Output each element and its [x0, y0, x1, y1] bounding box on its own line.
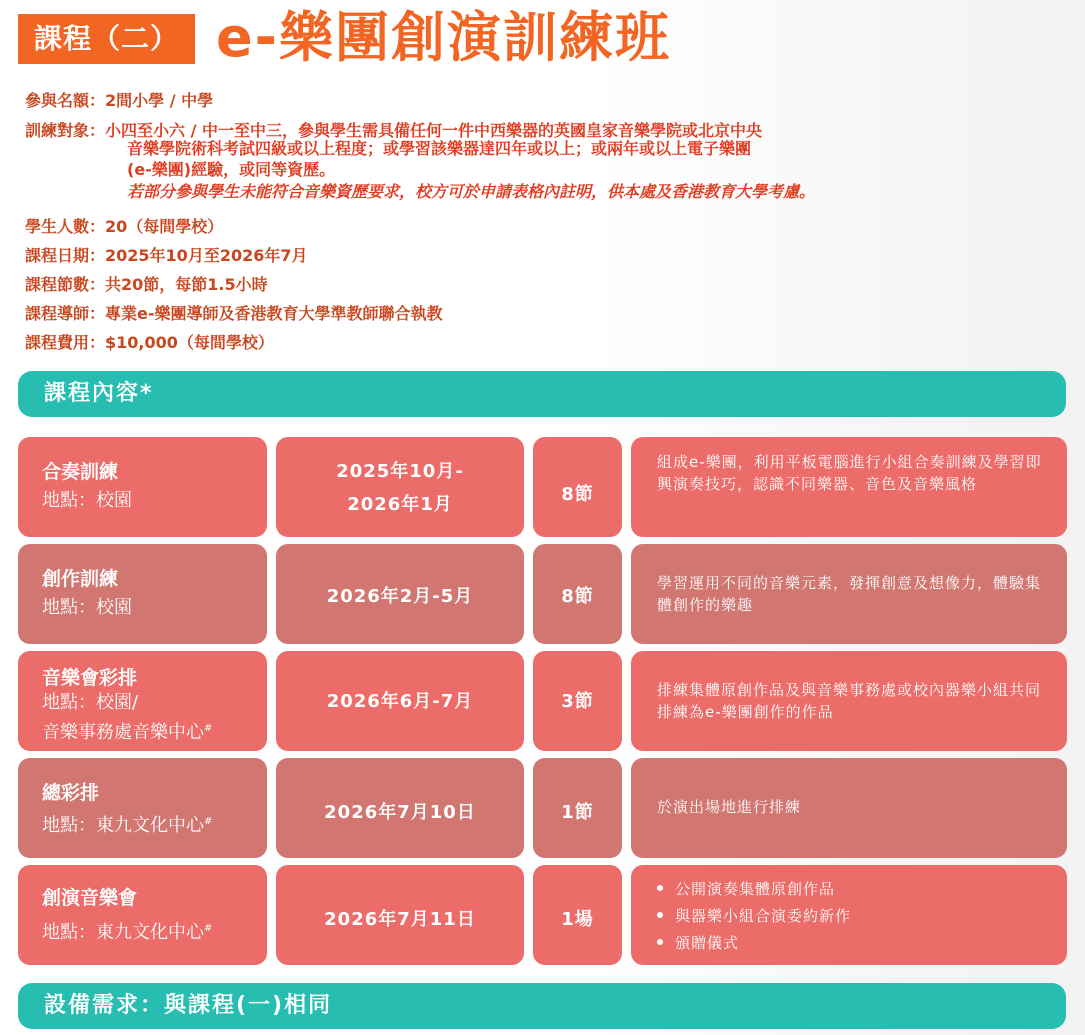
- students-value: 20（每間學校）: [105, 217, 224, 236]
- target-label: 訓練對象：: [25, 121, 106, 140]
- row-1-date-cell: [276, 437, 524, 537]
- row-5-name: 創演音樂會: [42, 887, 138, 909]
- row-5-location-line: [42, 915, 212, 947]
- row-4-count: 1節: [561, 802, 594, 823]
- info-date: [25, 243, 307, 266]
- row-2-count: 8節: [561, 586, 594, 607]
- row-4-desc: 於演出場地進行排練: [657, 798, 802, 816]
- date-value: 2025年10月至2026年7月: [105, 246, 308, 265]
- row-5-bullet-3: [657, 932, 739, 953]
- bullet-dot: [657, 912, 663, 918]
- row-1-count: 8節: [561, 484, 594, 505]
- bullet-dot: [657, 885, 663, 891]
- row-1-count-cell: [533, 437, 622, 537]
- quota-label: 參與名額：: [25, 91, 106, 110]
- row-2-date-cell: [276, 544, 524, 644]
- row-3-count: 3節: [561, 691, 594, 712]
- quota-value: 2間小學 / 中學: [105, 91, 214, 110]
- row-5-date-cell: [276, 865, 524, 965]
- row-1-name-cell: [18, 437, 267, 537]
- bullet-text: 與器樂小組合演委約新作: [675, 907, 852, 925]
- date-label: 課程日期：: [25, 246, 106, 265]
- target-line-2: 音樂學院術科考試四級或以上程度；或學習該樂器達四年或以上；或兩年或以上電子樂團: [127, 139, 752, 158]
- info-quota: [25, 88, 213, 111]
- row-1-date-line-2: 2026年1月: [347, 494, 453, 515]
- row-5-name-cell: [18, 865, 267, 965]
- fee-value: $10,000（每間學校）: [105, 333, 274, 352]
- row-4-name: 總彩排: [42, 782, 100, 804]
- bullet-text: 頒贈儀式: [675, 934, 740, 952]
- row-3-name-cell: [18, 651, 267, 751]
- row-2-count-cell: [533, 544, 622, 644]
- target-line-3: (e-樂團)經驗，或同等資歷。: [127, 160, 336, 179]
- row-4-desc-cell: [631, 758, 1067, 858]
- row-2-location: 地點：校園: [42, 597, 132, 618]
- row-4-name-cell: [18, 758, 267, 858]
- row-3-date: 2026年6月-7月: [326, 691, 474, 712]
- row-4-location-text: 地點：東九文化中心: [42, 815, 204, 836]
- sessions-value: 共20節，每節1.5小時: [105, 275, 268, 294]
- row-4-footnote-mark: #: [204, 816, 213, 827]
- row-1-location: 地點：校園: [42, 490, 132, 511]
- row-3-date-cell: [276, 651, 524, 751]
- row-1-date-line-1: 2025年10月-: [336, 461, 464, 482]
- tutor-label: 課程導師：: [25, 304, 106, 323]
- row-2-name-cell: [18, 544, 267, 644]
- row-3-location-line-1: 地點：校園/: [42, 692, 139, 713]
- row-5-bullet-2: [657, 905, 851, 926]
- row-5-location-text: 地點：東九文化中心: [42, 922, 204, 943]
- sessions-label: 課程節數：: [25, 275, 106, 294]
- row-3-desc: 排練集體原創作品及與音樂事務處或校內器樂小組共同排練為e-樂團創作的作品: [657, 681, 1042, 721]
- info-tutor: [25, 301, 443, 324]
- row-5-count: 1場: [561, 909, 594, 930]
- row-5-desc-cell: [631, 865, 1067, 965]
- content-header: 課程內容*: [18, 371, 1066, 417]
- fee-label: 課程費用：: [25, 333, 106, 352]
- row-5-bullet-1: [657, 878, 835, 899]
- target-line-1: 小四至小六 / 中一至中三，參與學生需具備任何一件中西樂器的英國皇家音樂學院或北京中央: [105, 121, 763, 140]
- students-label: 學生人數：: [25, 217, 106, 236]
- row-5-date: 2026年7月11日: [324, 909, 476, 930]
- bullet-text: 公開演奏集體原創作品: [675, 880, 836, 898]
- row-2-desc: 學習運用不同的音樂元素，發揮創意及想像力，體驗集體創作的樂趣: [657, 574, 1042, 614]
- row-4-date: 2026年7月10日: [324, 802, 476, 823]
- row-3-count-cell: [533, 651, 622, 751]
- row-5-count-cell: [533, 865, 622, 965]
- row-3-location-line-2: [42, 715, 212, 747]
- equipment-bar: 設備需求：與課程(一)相同: [18, 983, 1066, 1029]
- row-4-date-cell: [276, 758, 524, 858]
- info-students: [25, 214, 223, 237]
- page-title: e-樂團創演訓練班: [216, 6, 672, 69]
- row-3-desc-cell: [631, 651, 1067, 751]
- row-4-location-line: [42, 808, 212, 840]
- course-badge: 課程（二）: [18, 14, 195, 64]
- row-1-name: 合奏訓練: [42, 461, 119, 483]
- row-3-location-text: 音樂事務處音樂中心: [42, 722, 204, 743]
- row-3-footnote-mark: #: [204, 723, 213, 734]
- row-5-footnote-mark: #: [204, 923, 213, 934]
- bullet-dot: [657, 939, 663, 945]
- row-4-count-cell: [533, 758, 622, 858]
- row-2-name: 創作訓練: [42, 568, 119, 590]
- row-1-desc: 組成e-樂團，利用平板電腦進行小組合奏訓練及學習即興演奏技巧，認識不同樂器、音色及音樂風格: [657, 453, 1042, 493]
- row-1-desc-cell: [631, 437, 1067, 537]
- row-2-date: 2026年2月-5月: [326, 586, 474, 607]
- row-3-name: 音樂會彩排: [42, 667, 138, 689]
- info-fee: [25, 330, 274, 353]
- tutor-value: 專業e-樂團導師及香港教育大學準教師聯合執教: [105, 304, 443, 323]
- info-sessions: [25, 272, 268, 295]
- target-note: 若部分參與學生未能符合音樂資歷要求，校方可於申請表格內註明，供本處及香港教育大學考慮。: [127, 182, 816, 201]
- row-2-desc-cell: [631, 544, 1067, 644]
- info-target: [25, 118, 762, 141]
